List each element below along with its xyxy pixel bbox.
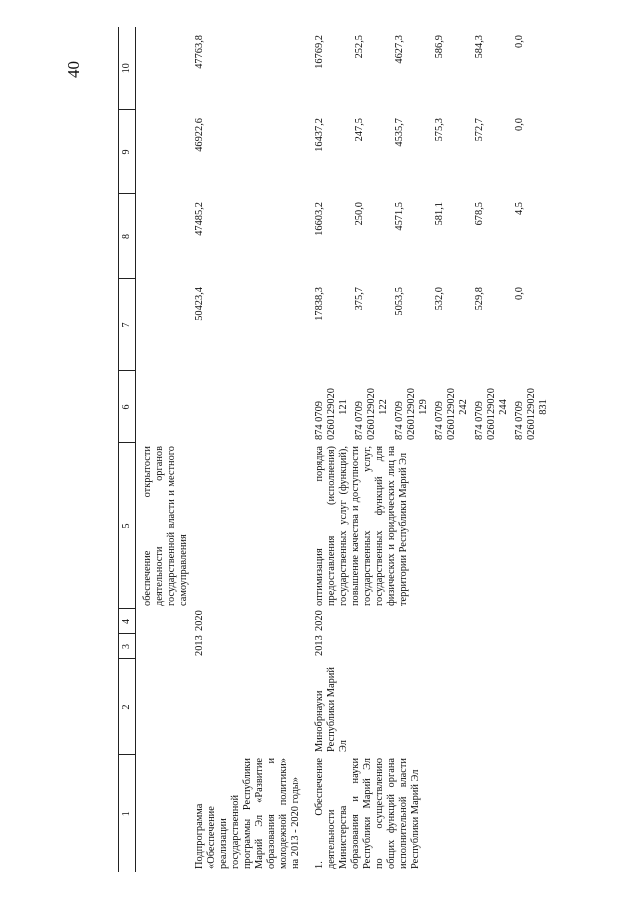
value-cell: 586,9 (434, 35, 445, 59)
value-cell: 50423,4 (194, 287, 205, 321)
measure-cell: обеспечение открытости деятельности органов государственной власти и местного самоуправления (142, 446, 189, 606)
value-cell: 0,0 (514, 35, 525, 48)
value-cell: 4571,5 (394, 202, 405, 231)
column-header: 8 (119, 194, 136, 279)
budget-code: 874 0709 0260129020 129 (394, 388, 429, 440)
start-year: 2013 (314, 635, 325, 656)
budget-code: 874 0709 0260129020 244 (474, 388, 509, 440)
value-cell: 572,7 (474, 118, 485, 142)
measure-cell: оптимизация порядка предоставления (исполнения) государственных услуг (функций), повышение качества и доступности государственных услуг, государственных функций для физических и юридических лиц на территории Республики Марий Эл (314, 446, 409, 606)
end-year: 2020 (314, 610, 325, 631)
value-cell: 678,5 (474, 202, 485, 226)
activity-row (304, 27, 352, 872)
column-header: 10 (119, 27, 136, 110)
subprogram-name: Подпрограмма «Обеспечение реализации государственной программы Республики Марий Эл «Развитие образования и молодежной политики» на 2013 - 2020 годы» (194, 758, 301, 869)
value-cell: 16437,2 (314, 118, 325, 152)
column-header: 2 (119, 659, 136, 755)
value-cell: 247,5 (354, 118, 365, 142)
value-cell: 4535,7 (394, 118, 405, 147)
column-header: 3 (119, 634, 136, 659)
program-table (118, 27, 552, 872)
value-cell: 252,5 (354, 35, 365, 59)
value-cell: 375,7 (354, 287, 365, 311)
value-cell: 0,0 (514, 118, 525, 131)
budget-code: 874 0709 0260129020 122 (354, 388, 389, 440)
rotated-table-sheet (118, 27, 549, 872)
value-cell: 47485,2 (194, 202, 205, 236)
column-header: 6 (119, 371, 136, 443)
end-year: 2020 (194, 610, 205, 631)
value-cell: 4627,3 (394, 35, 405, 64)
value-cell: 581,1 (434, 202, 445, 226)
column-header: 1 (119, 755, 136, 872)
value-cell: 17838,3 (314, 287, 325, 321)
subprogram-row (192, 27, 304, 872)
value-cell: 584,3 (474, 35, 485, 59)
budget-code: 874 0709 0260129020 831 (514, 388, 549, 440)
value-cell: 532,0 (434, 287, 445, 311)
column-header: 9 (119, 110, 136, 194)
column-header: 4 (119, 609, 136, 634)
column-header: 7 (119, 279, 136, 371)
value-cell: 575,3 (434, 118, 445, 142)
budget-code: 874 0709 0260129020 121 (314, 388, 349, 440)
value-cell: 0,0 (514, 287, 525, 300)
value-cell: 46922,6 (194, 118, 205, 152)
start-year: 2013 (194, 635, 205, 656)
value-cell: 16769,2 (314, 35, 325, 69)
executor: Минобрнауки Республики Марий Эл (314, 667, 349, 752)
value-cell: 16603,2 (314, 202, 325, 236)
value-cell: 4,5 (514, 202, 525, 215)
value-cell: 5053,5 (394, 287, 405, 316)
column-header: 5 (119, 443, 136, 609)
value-cell: 47763,8 (194, 35, 205, 69)
activity-name: 1. Обеспечение деятельности Министерства образования и науки Республики Марий Эл по осуществлению общих функций органа исполнительной власти Республики Марий Эл (314, 758, 421, 869)
column-header-row (119, 27, 136, 872)
value-cell: 250,0 (354, 202, 365, 226)
value-cell: 529,8 (474, 287, 485, 311)
continued-row (136, 27, 193, 872)
page-number: 40 (64, 61, 83, 78)
budget-code: 874 0709 0260129020 242 (434, 388, 469, 440)
